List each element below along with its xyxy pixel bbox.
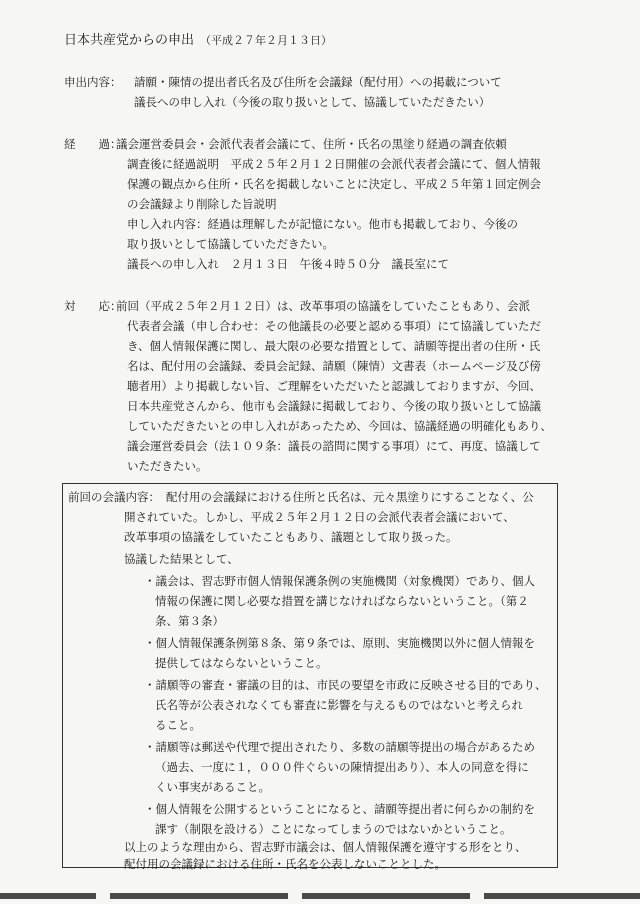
process-line: 申し入れ内容：経過は理解したが記憶にない。他市も掲載しており、今後の — [127, 217, 518, 231]
scan-edge-gap — [470, 893, 484, 899]
previous-intro-line: 開されていた。しかし、平成２５年２月１２日の会派代表者会議において、 — [124, 510, 515, 524]
scan-edge-gap — [288, 893, 302, 899]
scan-edge-gap — [96, 893, 110, 899]
bullet-line: ること。 — [155, 718, 201, 732]
bullet-line: ・個人情報を公開するということになると、請願等提出者に何らかの制約を — [144, 802, 535, 816]
request-line: 請願・陳情の提出者氏名及び住所を会議録（配付用）への掲載について — [134, 75, 502, 89]
previous-intro-line: 配付用の会議録における住所と氏名は、元々黒塗りにすることなく、公 — [166, 490, 534, 504]
process-label: 経 過： — [64, 137, 122, 151]
bullet-line: 情報の保護に関し必要な措置を講じなければならないということ。（第２ — [155, 594, 529, 608]
process-line: の会議録より削除した旨説明 — [127, 197, 277, 211]
process-line: 調査後に経過説明 平成２５年２月１２日開催の会派代表者会議にて、個人情報 — [127, 157, 541, 171]
title-text: 日本共産党からの申出 — [64, 33, 195, 48]
bullet-line: ・議会は、習志野市個人情報保護条例の実施機関（対象機関）であり、個人 — [144, 574, 535, 588]
bullet-line: 氏名等が公表されなくても審査に影響を与えるものではないと考えられ — [155, 698, 523, 712]
response-line: 代表者会議（申し合わせ：その他議長の必要と認める事項）にて協議していただ — [127, 319, 541, 333]
bullet-line: （過去、一度に１，０００件ぐらいの陳情提出あり）、本人の同意を得に — [155, 760, 529, 774]
bullet-line: 条、第３条） — [155, 614, 224, 628]
previous-label: 前回の会議内容： — [68, 490, 160, 504]
conclusion-line: 配付用の会議録における住所・氏名を公表しないこととした。 — [124, 857, 446, 871]
bullet-line: 提供してはならないということ。 — [155, 656, 328, 670]
response-line: していただきたいとの申し入れがあったため、今回は、協議経過の明確化もあり、 — [127, 419, 552, 433]
bullet-line: くい事実があること。 — [155, 780, 270, 794]
title-date: （平成２７年２月１３日） — [200, 34, 333, 47]
bullet-line: ・個人情報保護条例第８条、第９条では、原則、実施機関以外に個人情報を — [144, 636, 535, 650]
response-line: 日本共産党さんから、他市も会議録に掲載しており、今後の取り扱いとして協議 — [127, 399, 541, 413]
previous-intro-line: 改革事項の協議をしていたこともあり、議題として取り扱った。 — [124, 530, 458, 544]
request-line: 議長への申し入れ（今後の取り扱いとして、協議していただきたい） — [134, 95, 491, 109]
response-line: 前回（平成２５年２月１２日）は、改革事項の協議をしていたこともあり、会派 — [116, 299, 530, 313]
process-line: 保護の観点から住所・氏名を掲載しないことに決定し、平成２５年第１回定例会 — [127, 177, 541, 191]
bullet-line: ・請願等の審査・審議の目的は、市民の要望を市政に反映させる目的であり、 — [144, 678, 547, 692]
process-line: 議会運営委員会・会派代表者会議にて、住所・氏名の黒塗り経過の調査依頼 — [116, 137, 507, 151]
process-line: 取り扱いとして協議していただきたい。 — [127, 237, 334, 251]
response-line: 聴者用）より掲載しない旨、ご理解をいただいたと認識しておりますが、今回、 — [127, 379, 541, 393]
document-title — [64, 33, 332, 48]
result-heading: 協議した結果として、 — [124, 552, 239, 566]
response-label: 対 応： — [64, 299, 122, 313]
request-label: 申出内容： — [64, 75, 122, 89]
response-line: き、個人情報保護に関し、最大限の必要な措置として、請願等提出者の住所・氏 — [127, 339, 541, 353]
bullet-line: 課す（制限を設ける）ことになってしまうのではないかということ。 — [155, 822, 512, 836]
response-line: 議会運営委員会（法１０９条：議長の諮問に関する事項）にて、再度、協議して — [127, 439, 541, 453]
response-line: 名は、配付用の会議録、委員会記録、請願（陳情）文書表（ホームページ及び傍 — [127, 359, 541, 373]
process-line: 議長への申し入れ ２月１３日 午後４時５０分 議長室にて — [127, 257, 449, 271]
response-line: いただきたい。 — [127, 459, 208, 473]
conclusion-line: 以上のような理由から、習志野市議会は、個人情報保護を遵守する形をとり、 — [124, 840, 527, 854]
bullet-line: ・請願等は郵送や代理で提出されたり、多数の請願等提出の場合があるため — [144, 740, 535, 754]
